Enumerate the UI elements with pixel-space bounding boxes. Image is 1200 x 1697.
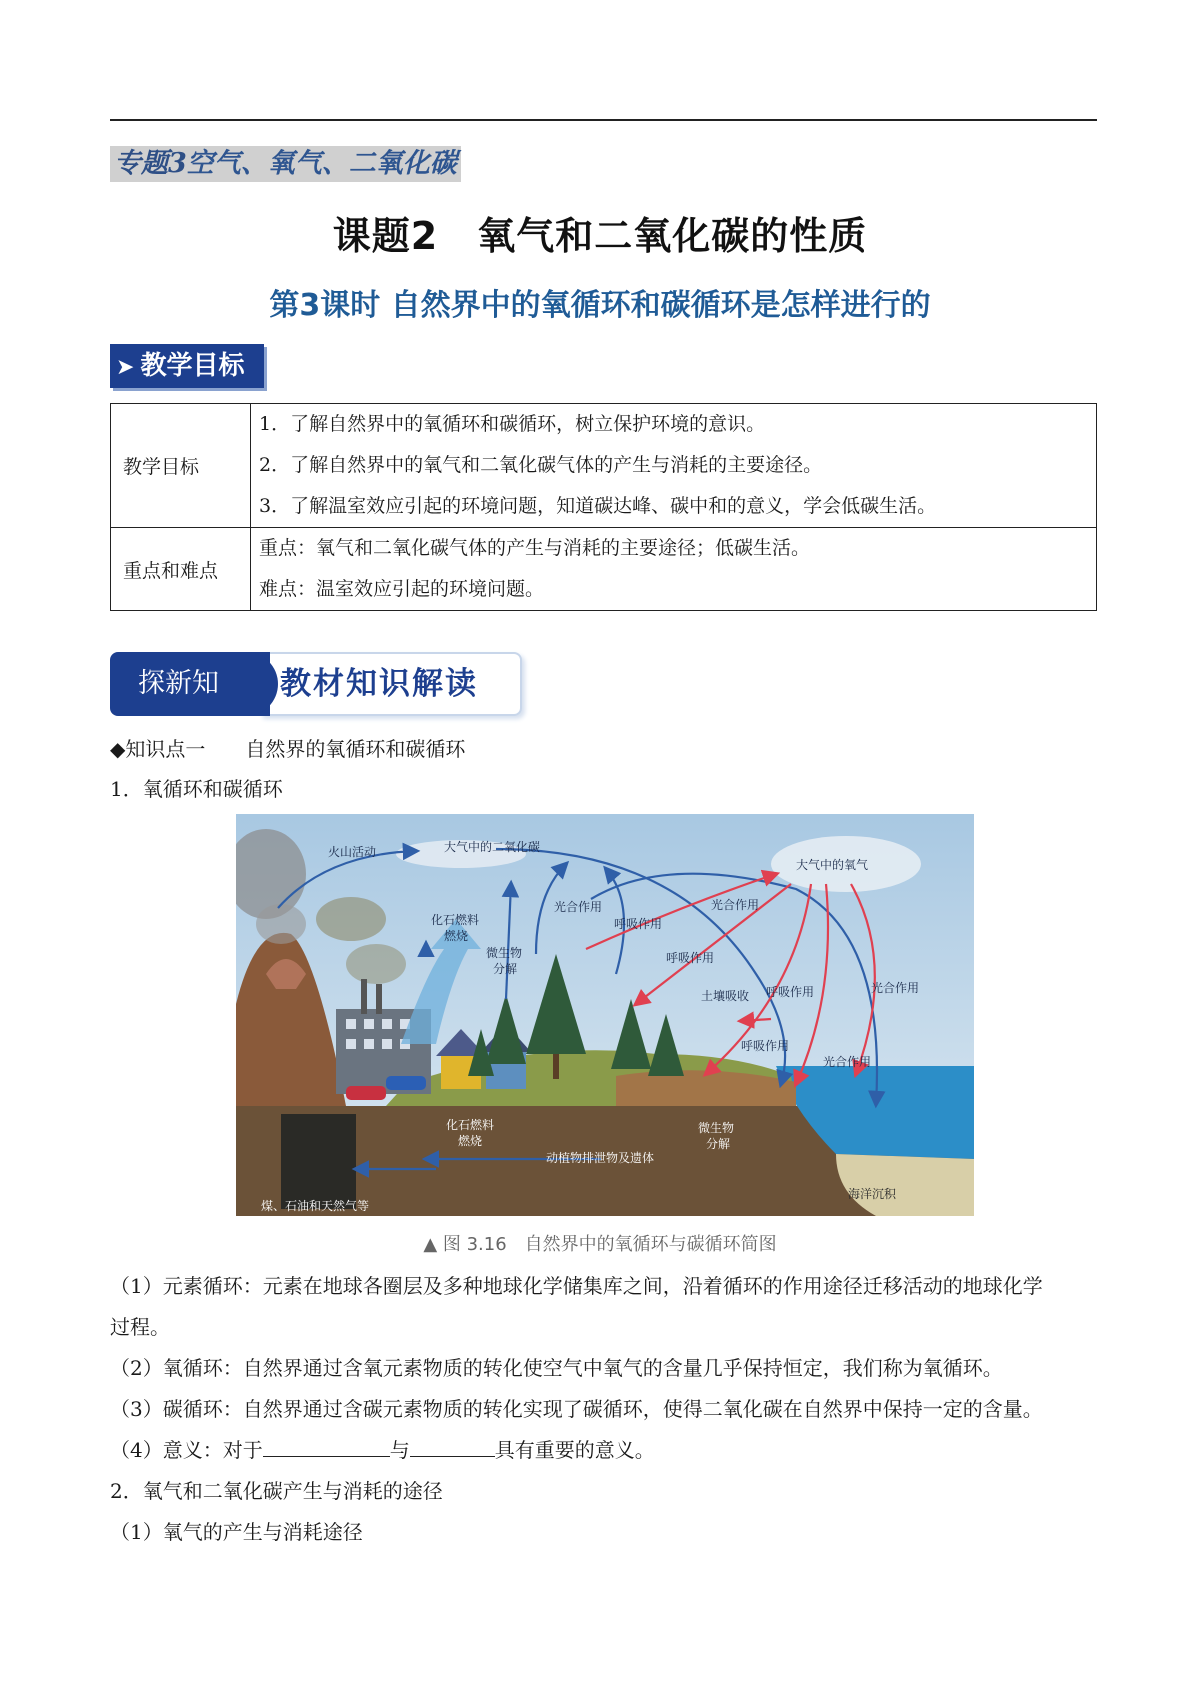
focus-row-body: [251, 528, 1097, 611]
goal-item: 3．了解温室效应引起的环境问题，知道碳达峰、碳中和的意义，学会低碳生活。: [259, 495, 937, 517]
figure-label: 呼吸作用: [614, 917, 663, 931]
figure-label: 燃烧: [458, 1134, 483, 1148]
figure-label: 大气中的氧气: [796, 858, 869, 872]
item-heading: 1．氧循环和碳循环: [110, 777, 283, 801]
figure-caption: ▲ 图 3.16 自然界中的氧循环与碳循环简图: [423, 1234, 777, 1255]
focus-item: 重点：氧气和二氧化碳气体的产生与消耗的主要途径；低碳生活。: [259, 537, 811, 559]
goals-row-body: [251, 404, 1097, 528]
figure-label: 煤、石油和天然气等: [261, 1199, 370, 1213]
figure-label: 燃烧: [444, 929, 469, 943]
section-banner-left: 探新知: [110, 652, 270, 716]
goal-item: 2．了解自然界中的氧气和二氧化碳气体的产生与消耗的主要途径。: [259, 454, 823, 476]
figure-label: 微生物: [486, 946, 523, 960]
goals-banner: [110, 344, 264, 388]
figure-label: 光合作用: [823, 1055, 872, 1069]
answer-blank[interactable]: [263, 1436, 390, 1457]
figure-label: 土壤吸收: [701, 989, 750, 1003]
section-banner: [110, 652, 522, 716]
figure-label: 微生物: [698, 1121, 735, 1135]
table-row: [111, 528, 1097, 611]
paragraph: （3）碳循环：自然界通过含碳元素物质的转化实现了碳循环，使得二氧化碳在自然界中保持一定的含量。: [110, 1397, 1043, 1421]
figure-label: 大气中的二氧化碳: [444, 840, 541, 854]
figure-label: 呼吸作用: [766, 985, 815, 999]
table-row: [111, 404, 1097, 528]
paragraph: （1）元素循环：元素在地球各圈层及多种地球化学储集库之间，沿着循环的作用途径迁移活动的地球化学: [110, 1274, 1043, 1298]
focus-row-head: 重点和难点: [111, 528, 251, 611]
answer-blank[interactable]: [410, 1436, 495, 1457]
topic-name: 空气、氧气、二氧化碳: [186, 148, 457, 179]
fill-in-paragraph: （4）意义：对于 与 具有重要的意义。: [110, 1438, 655, 1462]
goals-row-head: 教学目标: [111, 404, 251, 528]
paragraph: （1）氧气的产生与消耗途径: [110, 1520, 363, 1544]
goals-table: [110, 403, 1097, 611]
section-banner-right: 教材知识解读: [280, 666, 478, 702]
figure-label: 火山活动: [328, 845, 377, 859]
figure-label: 光合作用: [711, 898, 760, 912]
chevron-right-icon: ➤: [116, 355, 135, 380]
figure-label: 分解: [493, 962, 518, 976]
figure-label: 光合作用: [554, 900, 603, 914]
page-title: 课题2 氧气和二氧化碳的性质: [332, 214, 868, 258]
goals-banner-label: 教学目标: [140, 351, 245, 381]
figure-label: 动植物排泄物及遗体: [546, 1151, 655, 1165]
figure-label: 呼吸作用: [666, 951, 715, 965]
cycle-diagram: [236, 814, 974, 1216]
figure-label: 海洋沉积: [848, 1187, 897, 1201]
goal-item: 1．了解自然界中的氧循环和碳循环，树立保护环境的意识。: [259, 413, 766, 435]
knowledge-point-heading: ◆知识点一 自然界的氧循环和碳循环: [110, 737, 466, 761]
item-heading: 2．氧气和二氧化碳产生与消耗的途径: [110, 1479, 443, 1503]
paragraph: （2）氧循环：自然界通过含氧元素物质的转化使空气中氧气的含量几乎保持恒定，我们称为氧循环。: [110, 1356, 1003, 1380]
lesson-subtitle: 第3课时 自然界中的氧循环和碳循环是怎样进行的: [269, 288, 931, 323]
figure-label: 分解: [706, 1137, 731, 1151]
figure-label: 呼吸作用: [741, 1039, 790, 1053]
header-rule: [110, 119, 1097, 121]
focus-item: 难点：温室效应引起的环境问题。: [259, 578, 545, 600]
figure-label: 化石燃料: [431, 913, 480, 927]
paragraph: 过程。: [110, 1315, 170, 1339]
figure-label: 化石燃料: [446, 1118, 495, 1132]
figure-label: 光合作用: [871, 981, 920, 995]
topic-label: [110, 146, 461, 182]
topic-number: 专题3: [114, 148, 187, 179]
